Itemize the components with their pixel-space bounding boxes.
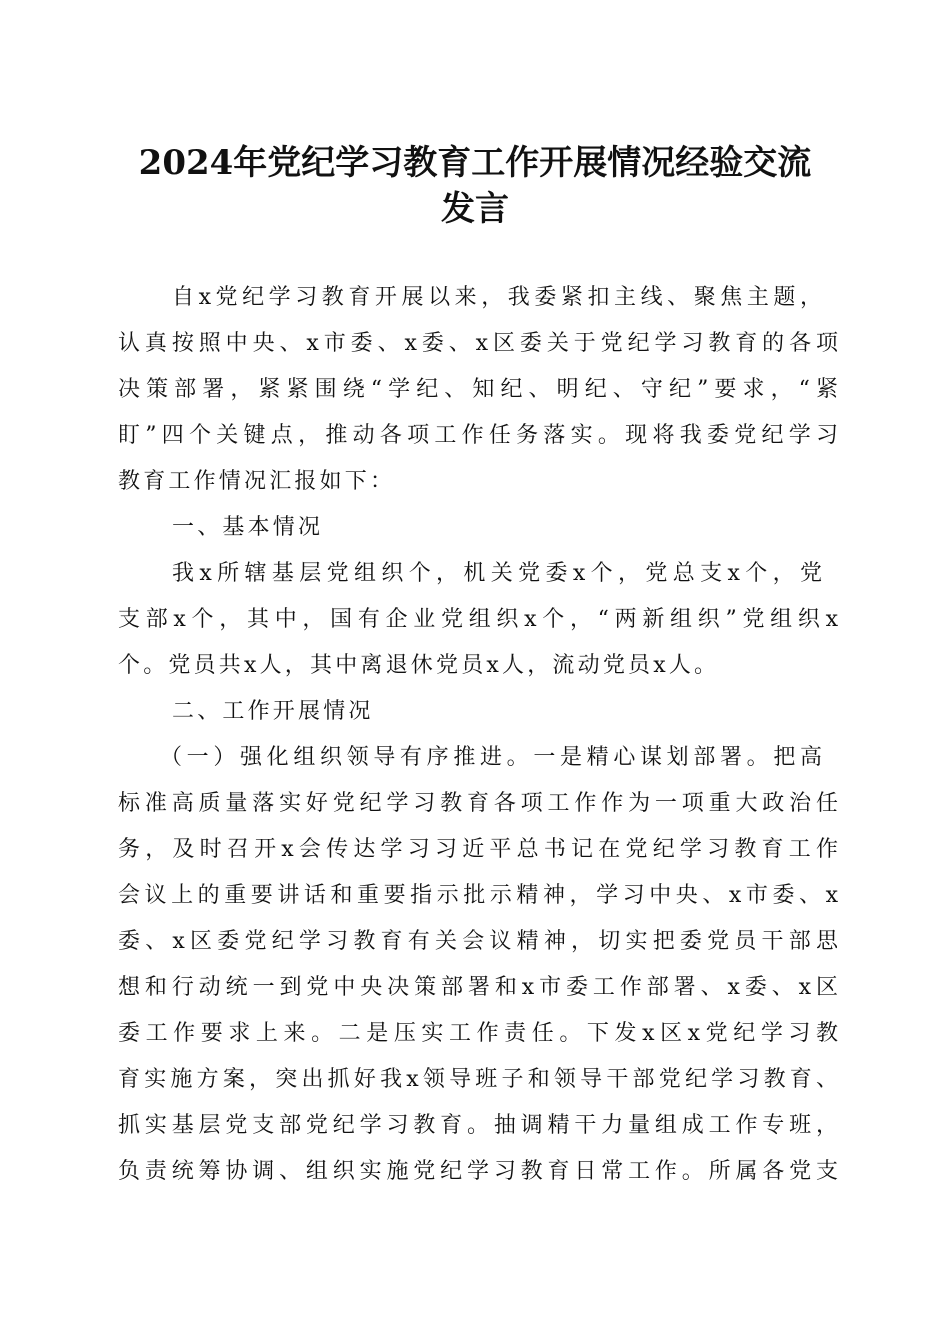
body-text-line: 标准高质量落实好党纪学习教育各项工作作为一项重大政治任 xyxy=(118,791,838,816)
body-text-line: 委工作要求上来。二是压实工作责任。下发x区x党纪学习教 xyxy=(118,1021,838,1046)
body-text-line: 支部x个，其中，国有企业党组织x个，“两新组织”党组织x xyxy=(118,607,838,632)
body-text-line: 想和行动统一到党中央决策部署和x市委工作部署、x委、x区 xyxy=(118,975,838,1000)
body-text-line: 务，及时召开x会传达学习习近平总书记在党纪学习教育工作 xyxy=(118,837,838,862)
body-text-line: 教育工作情况汇报如下： xyxy=(118,469,396,494)
body-text-line: 个。党员共x人，其中离退休党员x人，流动党员x人。 xyxy=(118,653,720,678)
body-text-line: 抓实基层党支部党纪学习教育。抽调精干力量组成工作专班， xyxy=(118,1113,838,1138)
body-text-line: 负责统筹协调、组织实施党纪学习教育日常工作。所属各党支 xyxy=(118,1159,838,1184)
section-heading-basic-situation: 一、基本情况 xyxy=(172,515,324,540)
document-title-line-2: 发言 xyxy=(441,189,509,229)
body-text-line: 委、x区委党纪学习教育有关会议精神，切实把委党员干部思 xyxy=(118,929,838,954)
body-text-line: 认真按照中央、x市委、x委、x区委关于党纪学习教育的各项 xyxy=(118,331,838,356)
body-text-line: 会议上的重要讲话和重要指示批示精神，学习中央、x市委、x xyxy=(118,883,838,908)
body-text-line: 我x所辖基层党组织个，机关党委x个，党总支x个，党 xyxy=(172,561,822,586)
body-text-line: 盯”四个关键点，推动各项工作任务落实。现将我委党纪学习 xyxy=(118,423,838,448)
body-text-line: 自x党纪学习教育开展以来，我委紧扣主线、聚焦主题， xyxy=(172,285,822,310)
section-heading-work-progress: 二、工作开展情况 xyxy=(172,699,374,724)
body-text-line: 育实施方案，突出抓好我x领导班子和领导干部党纪学习教育、 xyxy=(118,1067,838,1092)
subsection-opening-line: （一）强化组织领导有序推进。一是精心谋划部署。把高 xyxy=(160,745,822,770)
document-title-line-1: 2024年党纪学习教育工作开展情况经验交流 xyxy=(138,143,812,183)
body-text-line: 决策部署，紧紧围绕“学纪、知纪、明纪、守纪”要求，“紧 xyxy=(118,377,838,402)
